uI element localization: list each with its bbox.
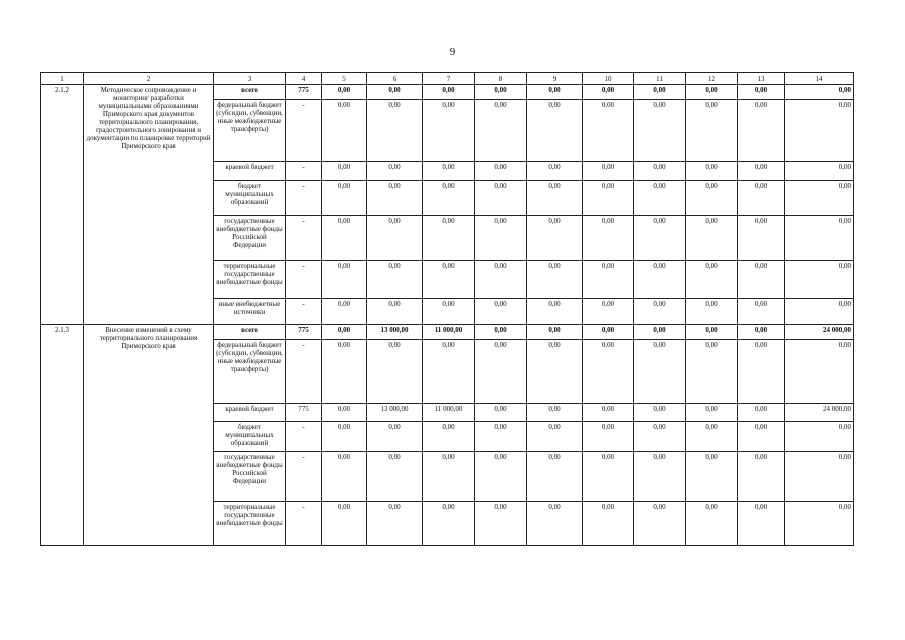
value-cell: 13 000,00: [367, 404, 423, 422]
value-cell: 0,00: [738, 85, 785, 100]
value-cell: 0,00: [583, 181, 634, 216]
value-cell: 0,00: [738, 422, 785, 452]
value-cell: 0,00: [634, 325, 686, 340]
funding-source: государственные внебюджетные фонды Российской Федерации: [214, 216, 286, 261]
value-cell: 0,00: [686, 85, 738, 100]
value-cell: 0,00: [527, 422, 583, 452]
value-cell: 11 000,00: [423, 404, 475, 422]
value-cell: 0,00: [583, 162, 634, 181]
value-cell: 0,00: [785, 85, 854, 100]
value-cell: 0,00: [475, 85, 527, 100]
value-cell: 0,00: [475, 162, 527, 181]
value-cell: 0,00: [785, 181, 854, 216]
value-cell: 0,00: [322, 502, 367, 546]
funding-source: краевой бюджет: [214, 404, 286, 422]
value-cell: 0,00: [583, 216, 634, 261]
value-cell: 0,00: [423, 85, 475, 100]
header-row: [41, 73, 854, 85]
value-cell: 0,00: [738, 162, 785, 181]
value-cell: 0,00: [738, 502, 785, 546]
value-cell: 0,00: [785, 299, 854, 325]
value-cell: 0,00: [634, 181, 686, 216]
value-cell: 0,00: [634, 340, 686, 404]
value-cell: 0,00: [527, 452, 583, 502]
value-cell: 0,00: [367, 181, 423, 216]
funding-source: всего: [214, 325, 286, 340]
value-cell: 0,00: [423, 162, 475, 181]
value-cell: 0,00: [475, 404, 527, 422]
funding-source: краевой бюджет: [214, 162, 286, 181]
value-cell: 0,00: [475, 181, 527, 216]
grbs-code: -: [286, 452, 322, 502]
value-cell: 0,00: [583, 261, 634, 299]
value-cell: 0,00: [785, 261, 854, 299]
header-cell: 9: [527, 73, 583, 85]
value-cell: 0,00: [527, 325, 583, 340]
value-cell: 0,00: [583, 502, 634, 546]
value-cell: 0,00: [367, 261, 423, 299]
value-cell: 0,00: [583, 85, 634, 100]
value-cell: 0,00: [634, 452, 686, 502]
value-cell: 0,00: [785, 340, 854, 404]
value-cell: 0,00: [475, 422, 527, 452]
funding-source: территориальные государственные внебюджетные фонды: [214, 502, 286, 546]
value-cell: 0,00: [738, 181, 785, 216]
item-code: 2.1.3: [41, 325, 84, 546]
table-row: [41, 325, 854, 340]
value-cell: 0,00: [475, 452, 527, 502]
value-cell: 0,00: [686, 502, 738, 546]
value-cell: 0,00: [634, 261, 686, 299]
value-cell: 0,00: [686, 452, 738, 502]
value-cell: 0,00: [686, 340, 738, 404]
value-cell: 0,00: [527, 404, 583, 422]
value-cell: 0,00: [322, 261, 367, 299]
value-cell: 0,00: [367, 299, 423, 325]
value-cell: 0,00: [367, 100, 423, 162]
value-cell: 0,00: [527, 100, 583, 162]
value-cell: 0,00: [367, 216, 423, 261]
value-cell: 0,00: [738, 216, 785, 261]
value-cell: 0,00: [423, 502, 475, 546]
value-cell: 11 000,00: [423, 325, 475, 340]
value-cell: 0,00: [423, 299, 475, 325]
value-cell: 0,00: [322, 404, 367, 422]
funding-source: федеральный бюджет (субсидии, субвенции, иные межбюджетные трансферты): [214, 100, 286, 162]
value-cell: 0,00: [686, 325, 738, 340]
value-cell: 0,00: [322, 325, 367, 340]
value-cell: 0,00: [785, 452, 854, 502]
value-cell: 0,00: [367, 162, 423, 181]
value-cell: 0,00: [686, 100, 738, 162]
value-cell: 0,00: [634, 299, 686, 325]
value-cell: 0,00: [527, 85, 583, 100]
value-cell: 0,00: [423, 422, 475, 452]
value-cell: 0,00: [322, 181, 367, 216]
grbs-code: 775: [286, 404, 322, 422]
funding-source: иные внебюджетные источники: [214, 299, 286, 325]
header-cell: 11: [634, 73, 686, 85]
value-cell: 0,00: [367, 422, 423, 452]
value-cell: 0,00: [634, 404, 686, 422]
value-cell: 24 000,00: [785, 404, 854, 422]
page-number: 9: [449, 46, 456, 58]
value-cell: 0,00: [367, 340, 423, 404]
value-cell: 0,00: [634, 502, 686, 546]
header-cell: 8: [475, 73, 527, 85]
value-cell: 0,00: [527, 340, 583, 404]
value-cell: 0,00: [686, 162, 738, 181]
header-cell: 14: [785, 73, 854, 85]
value-cell: 0,00: [527, 162, 583, 181]
value-cell: 0,00: [738, 325, 785, 340]
value-cell: 0,00: [367, 502, 423, 546]
value-cell: 0,00: [475, 216, 527, 261]
value-cell: 0,00: [634, 422, 686, 452]
value-cell: 0,00: [475, 100, 527, 162]
value-cell: 0,00: [475, 299, 527, 325]
value-cell: 0,00: [423, 340, 475, 404]
value-cell: 0,00: [634, 216, 686, 261]
value-cell: 0,00: [738, 404, 785, 422]
value-cell: 0,00: [475, 340, 527, 404]
value-cell: 0,00: [367, 452, 423, 502]
funding-source: федеральный бюджет (субсидии, субвенции, иные межбюджетные трансферты): [214, 340, 286, 404]
value-cell: 0,00: [322, 162, 367, 181]
funding-source: территориальные государственные внебюджетные фонды: [214, 261, 286, 299]
grbs-code: -: [286, 422, 322, 452]
value-cell: 0,00: [322, 216, 367, 261]
value-cell: 0,00: [322, 340, 367, 404]
value-cell: 0,00: [527, 216, 583, 261]
value-cell: 0,00: [322, 422, 367, 452]
value-cell: 0,00: [583, 325, 634, 340]
value-cell: 13 000,00: [367, 325, 423, 340]
grbs-code: -: [286, 162, 322, 181]
value-cell: 0,00: [686, 261, 738, 299]
value-cell: 0,00: [583, 404, 634, 422]
value-cell: 0,00: [583, 100, 634, 162]
funding-source: бюджет муниципальных образований: [214, 422, 286, 452]
grbs-code: 775: [286, 85, 322, 100]
value-cell: 0,00: [583, 422, 634, 452]
value-cell: 0,00: [527, 299, 583, 325]
funding-source: всего: [214, 85, 286, 100]
grbs-code: -: [286, 299, 322, 325]
header-cell: 6: [367, 73, 423, 85]
value-cell: 0,00: [686, 422, 738, 452]
value-cell: 0,00: [322, 452, 367, 502]
value-cell: 0,00: [785, 162, 854, 181]
value-cell: 0,00: [738, 452, 785, 502]
value-cell: 0,00: [583, 452, 634, 502]
item-name: Внесение изменений в схему территориального планирования Приморского края: [84, 325, 214, 546]
value-cell: 0,00: [738, 340, 785, 404]
value-cell: 0,00: [527, 181, 583, 216]
value-cell: 0,00: [322, 299, 367, 325]
budget-table: [40, 72, 854, 546]
header-cell: 1: [41, 73, 84, 85]
value-cell: 0,00: [527, 261, 583, 299]
value-cell: 0,00: [527, 502, 583, 546]
value-cell: 0,00: [686, 216, 738, 261]
value-cell: 0,00: [686, 181, 738, 216]
value-cell: 0,00: [322, 100, 367, 162]
value-cell: 0,00: [423, 181, 475, 216]
header-cell: 10: [583, 73, 634, 85]
value-cell: 0,00: [423, 261, 475, 299]
value-cell: 0,00: [785, 100, 854, 162]
value-cell: 0,00: [634, 85, 686, 100]
value-cell: 0,00: [785, 216, 854, 261]
value-cell: 0,00: [738, 261, 785, 299]
header-cell: 7: [423, 73, 475, 85]
value-cell: 0,00: [634, 100, 686, 162]
item-name: Методическое сопровождение и мониторинг разработки муниципальными образованиями Приморского края документов территориального планирования, градостроительного зонирования и документации по планировке территорий Приморского края: [84, 85, 214, 325]
table-row: [41, 85, 854, 100]
header-cell: 12: [686, 73, 738, 85]
header-cell: 2: [84, 73, 214, 85]
value-cell: 0,00: [686, 404, 738, 422]
grbs-code: -: [286, 216, 322, 261]
item-code: 2.1.2: [41, 85, 84, 325]
value-cell: 0,00: [423, 216, 475, 261]
value-cell: 24 000,00: [785, 325, 854, 340]
value-cell: 0,00: [423, 100, 475, 162]
funding-source: бюджет муниципальных образований: [214, 181, 286, 216]
value-cell: 0,00: [322, 85, 367, 100]
grbs-code: -: [286, 261, 322, 299]
grbs-code: -: [286, 181, 322, 216]
value-cell: 0,00: [583, 340, 634, 404]
grbs-code: -: [286, 100, 322, 162]
value-cell: 0,00: [634, 162, 686, 181]
value-cell: 0,00: [367, 85, 423, 100]
header-cell: 3: [214, 73, 286, 85]
value-cell: 0,00: [423, 452, 475, 502]
value-cell: 0,00: [785, 502, 854, 546]
value-cell: 0,00: [738, 299, 785, 325]
value-cell: 0,00: [475, 502, 527, 546]
value-cell: 0,00: [686, 299, 738, 325]
grbs-code: -: [286, 502, 322, 546]
header-cell: 5: [322, 73, 367, 85]
funding-source: государственные внебюджетные фонды Российской Федерации: [214, 452, 286, 502]
value-cell: 0,00: [475, 325, 527, 340]
grbs-code: -: [286, 340, 322, 404]
grbs-code: 775: [286, 325, 322, 340]
header-cell: 4: [286, 73, 322, 85]
header-cell: 13: [738, 73, 785, 85]
value-cell: 0,00: [738, 100, 785, 162]
value-cell: 0,00: [785, 422, 854, 452]
value-cell: 0,00: [583, 299, 634, 325]
value-cell: 0,00: [475, 261, 527, 299]
